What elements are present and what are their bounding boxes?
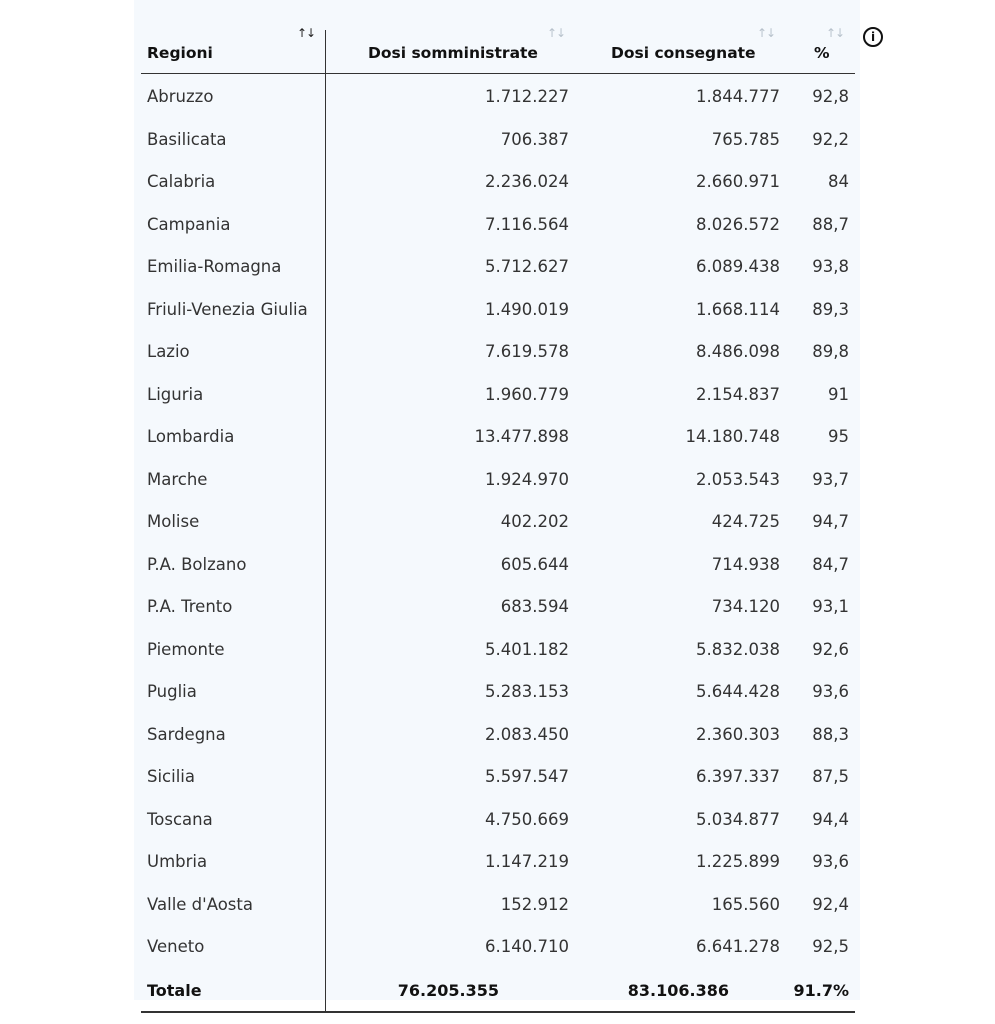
- table-row: [141, 331, 855, 373]
- total-delivered: 83.106.386: [627, 981, 729, 1000]
- cell-percent: 92,2: [812, 129, 849, 149]
- cell-delivered: 734.120: [711, 597, 780, 616]
- cell-delivered: 1.844.777: [696, 87, 780, 106]
- cell-region: Lazio: [147, 342, 190, 361]
- cell-region: Calabria: [147, 172, 216, 191]
- cell-delivered: 6.397.337: [696, 767, 780, 786]
- cell-percent: 87,5: [812, 767, 849, 786]
- cell-region: Marche: [147, 469, 208, 489]
- table-row: [141, 799, 855, 841]
- cell-administered: 2.236.024: [485, 172, 569, 191]
- cell-region: Molise: [147, 512, 200, 531]
- cell-region: Lombardia: [147, 427, 235, 446]
- cell-region: Sardegna: [147, 724, 226, 744]
- table-row: [141, 926, 855, 968]
- cell-delivered: 765.785: [711, 129, 780, 149]
- table-row: [141, 884, 855, 926]
- table-row: [141, 416, 855, 458]
- table-row: [141, 374, 855, 416]
- cell-region: P.A. Trento: [147, 597, 233, 616]
- table-row: [141, 629, 855, 671]
- cell-percent: 84: [828, 172, 849, 191]
- cell-administered: 5.401.182: [485, 639, 569, 659]
- table-row: [141, 119, 855, 161]
- cell-administered: 402.202: [500, 512, 569, 531]
- cell-region: Emilia-Romagna: [147, 257, 282, 276]
- cell-region: Abruzzo: [147, 87, 214, 106]
- table-row: [141, 586, 855, 628]
- cell-delivered: 1.668.114: [696, 299, 780, 319]
- cell-administered: 683.594: [500, 597, 569, 616]
- cell-delivered: 5.034.877: [696, 809, 780, 829]
- cell-delivered: 1.225.899: [696, 852, 780, 871]
- cell-administered: 1.924.970: [485, 469, 569, 489]
- cell-percent: 92,5: [812, 937, 849, 956]
- cell-percent: 89,3: [812, 299, 849, 319]
- cell-percent: 93,8: [812, 257, 849, 276]
- cell-administered: 5.712.627: [485, 257, 569, 276]
- cell-percent: 92,8: [812, 87, 849, 106]
- table-row: [141, 289, 855, 331]
- cell-percent: 88,7: [812, 214, 849, 234]
- sort-dosi-somministrate-icon[interactable]: ↑↓: [547, 26, 566, 40]
- table-row: [141, 501, 855, 543]
- cell-delivered: 714.938: [711, 554, 780, 574]
- cell-region: Puglia: [147, 682, 197, 701]
- table-row: [141, 161, 855, 203]
- cell-administered: 1.490.019: [485, 299, 569, 319]
- table-row: [141, 841, 855, 883]
- cell-delivered: 14.180.748: [685, 427, 780, 446]
- cell-percent: 88,3: [812, 724, 849, 744]
- cell-region: Veneto: [147, 937, 205, 956]
- cell-percent: 92,6: [812, 639, 849, 659]
- cell-percent: 89,8: [812, 342, 849, 361]
- cell-percent: 84,7: [812, 554, 849, 574]
- cell-delivered: 6.641.278: [696, 937, 780, 956]
- header-regioni[interactable]: Regioni: [147, 44, 213, 62]
- cell-region: Friuli-Venezia Giulia: [147, 299, 308, 319]
- cell-administered: 605.644: [500, 554, 569, 574]
- header-dosi-somministrate[interactable]: Dosi somministrate: [368, 44, 538, 62]
- cell-administered: 1.147.219: [485, 852, 569, 871]
- cell-delivered: 6.089.438: [696, 257, 780, 276]
- header-divider: [141, 73, 855, 74]
- cell-delivered: 5.644.428: [696, 682, 780, 701]
- cell-region: Valle d'Aosta: [147, 894, 253, 914]
- cell-region: Umbria: [147, 852, 208, 871]
- cell-percent: 94,4: [812, 809, 849, 829]
- cell-region: Campania: [147, 214, 231, 234]
- cell-delivered: 424.725: [711, 512, 780, 531]
- table-bottom-border: [141, 1011, 855, 1013]
- table-row: [141, 76, 855, 118]
- info-icon[interactable]: i: [863, 27, 883, 47]
- cell-administered: 7.619.578: [485, 342, 569, 361]
- header-dosi-consegnate[interactable]: Dosi consegnate: [611, 44, 756, 62]
- cell-percent: 93,7: [812, 469, 849, 489]
- cell-percent: 93,1: [812, 597, 849, 616]
- cell-delivered: 8.026.572: [696, 214, 780, 234]
- total-administered: 76.205.355: [397, 981, 499, 1000]
- table-row: [141, 756, 855, 798]
- cell-delivered: 8.486.098: [696, 342, 780, 361]
- sort-dosi-consegnate-icon[interactable]: ↑↓: [757, 26, 776, 40]
- cell-delivered: 5.832.038: [696, 639, 780, 659]
- cell-administered: 7.116.564: [485, 214, 569, 234]
- cell-administered: 152.912: [500, 894, 569, 914]
- cell-region: P.A. Bolzano: [147, 554, 247, 574]
- cell-administered: 1.960.779: [485, 384, 569, 404]
- header-percent[interactable]: %: [814, 44, 830, 62]
- cell-administered: 5.597.547: [485, 767, 569, 786]
- cell-region: Toscana: [147, 809, 213, 829]
- table-row: [141, 544, 855, 586]
- cell-percent: 91: [828, 384, 849, 404]
- cell-delivered: 2.660.971: [696, 172, 780, 191]
- total-percent: 91.7%: [793, 981, 849, 1000]
- total-row: [141, 970, 855, 1012]
- cell-administered: 1.712.227: [485, 87, 569, 106]
- cell-administered: 706.387: [500, 129, 569, 149]
- table-row: [141, 246, 855, 288]
- cell-region: Basilicata: [147, 129, 227, 149]
- cell-percent: 93,6: [812, 682, 849, 701]
- cell-percent: 93,6: [812, 852, 849, 871]
- cell-administered: 4.750.669: [485, 809, 569, 829]
- table-row: [141, 204, 855, 246]
- table-row: [141, 459, 855, 501]
- cell-administered: 2.083.450: [485, 724, 569, 744]
- cell-administered: 13.477.898: [474, 427, 569, 446]
- cell-region: Liguria: [147, 384, 204, 404]
- cell-delivered: 165.560: [711, 894, 780, 914]
- cell-delivered: 2.154.837: [696, 384, 780, 404]
- cell-percent: 94,7: [812, 512, 849, 531]
- cell-administered: 6.140.710: [485, 937, 569, 956]
- cell-percent: 92,4: [812, 894, 849, 914]
- cell-percent: 95: [828, 427, 849, 446]
- cell-region: Sicilia: [147, 767, 195, 786]
- sort-percent-icon[interactable]: ↑↓: [826, 26, 845, 40]
- total-label: Totale: [147, 981, 202, 1000]
- table-row: [141, 671, 855, 713]
- cell-administered: 5.283.153: [485, 682, 569, 701]
- cell-region: Piemonte: [147, 639, 225, 659]
- cell-delivered: 2.360.303: [696, 724, 780, 744]
- sort-regioni-icon[interactable]: ↑↓: [297, 26, 316, 40]
- cell-delivered: 2.053.543: [696, 469, 780, 489]
- table-row: [141, 714, 855, 756]
